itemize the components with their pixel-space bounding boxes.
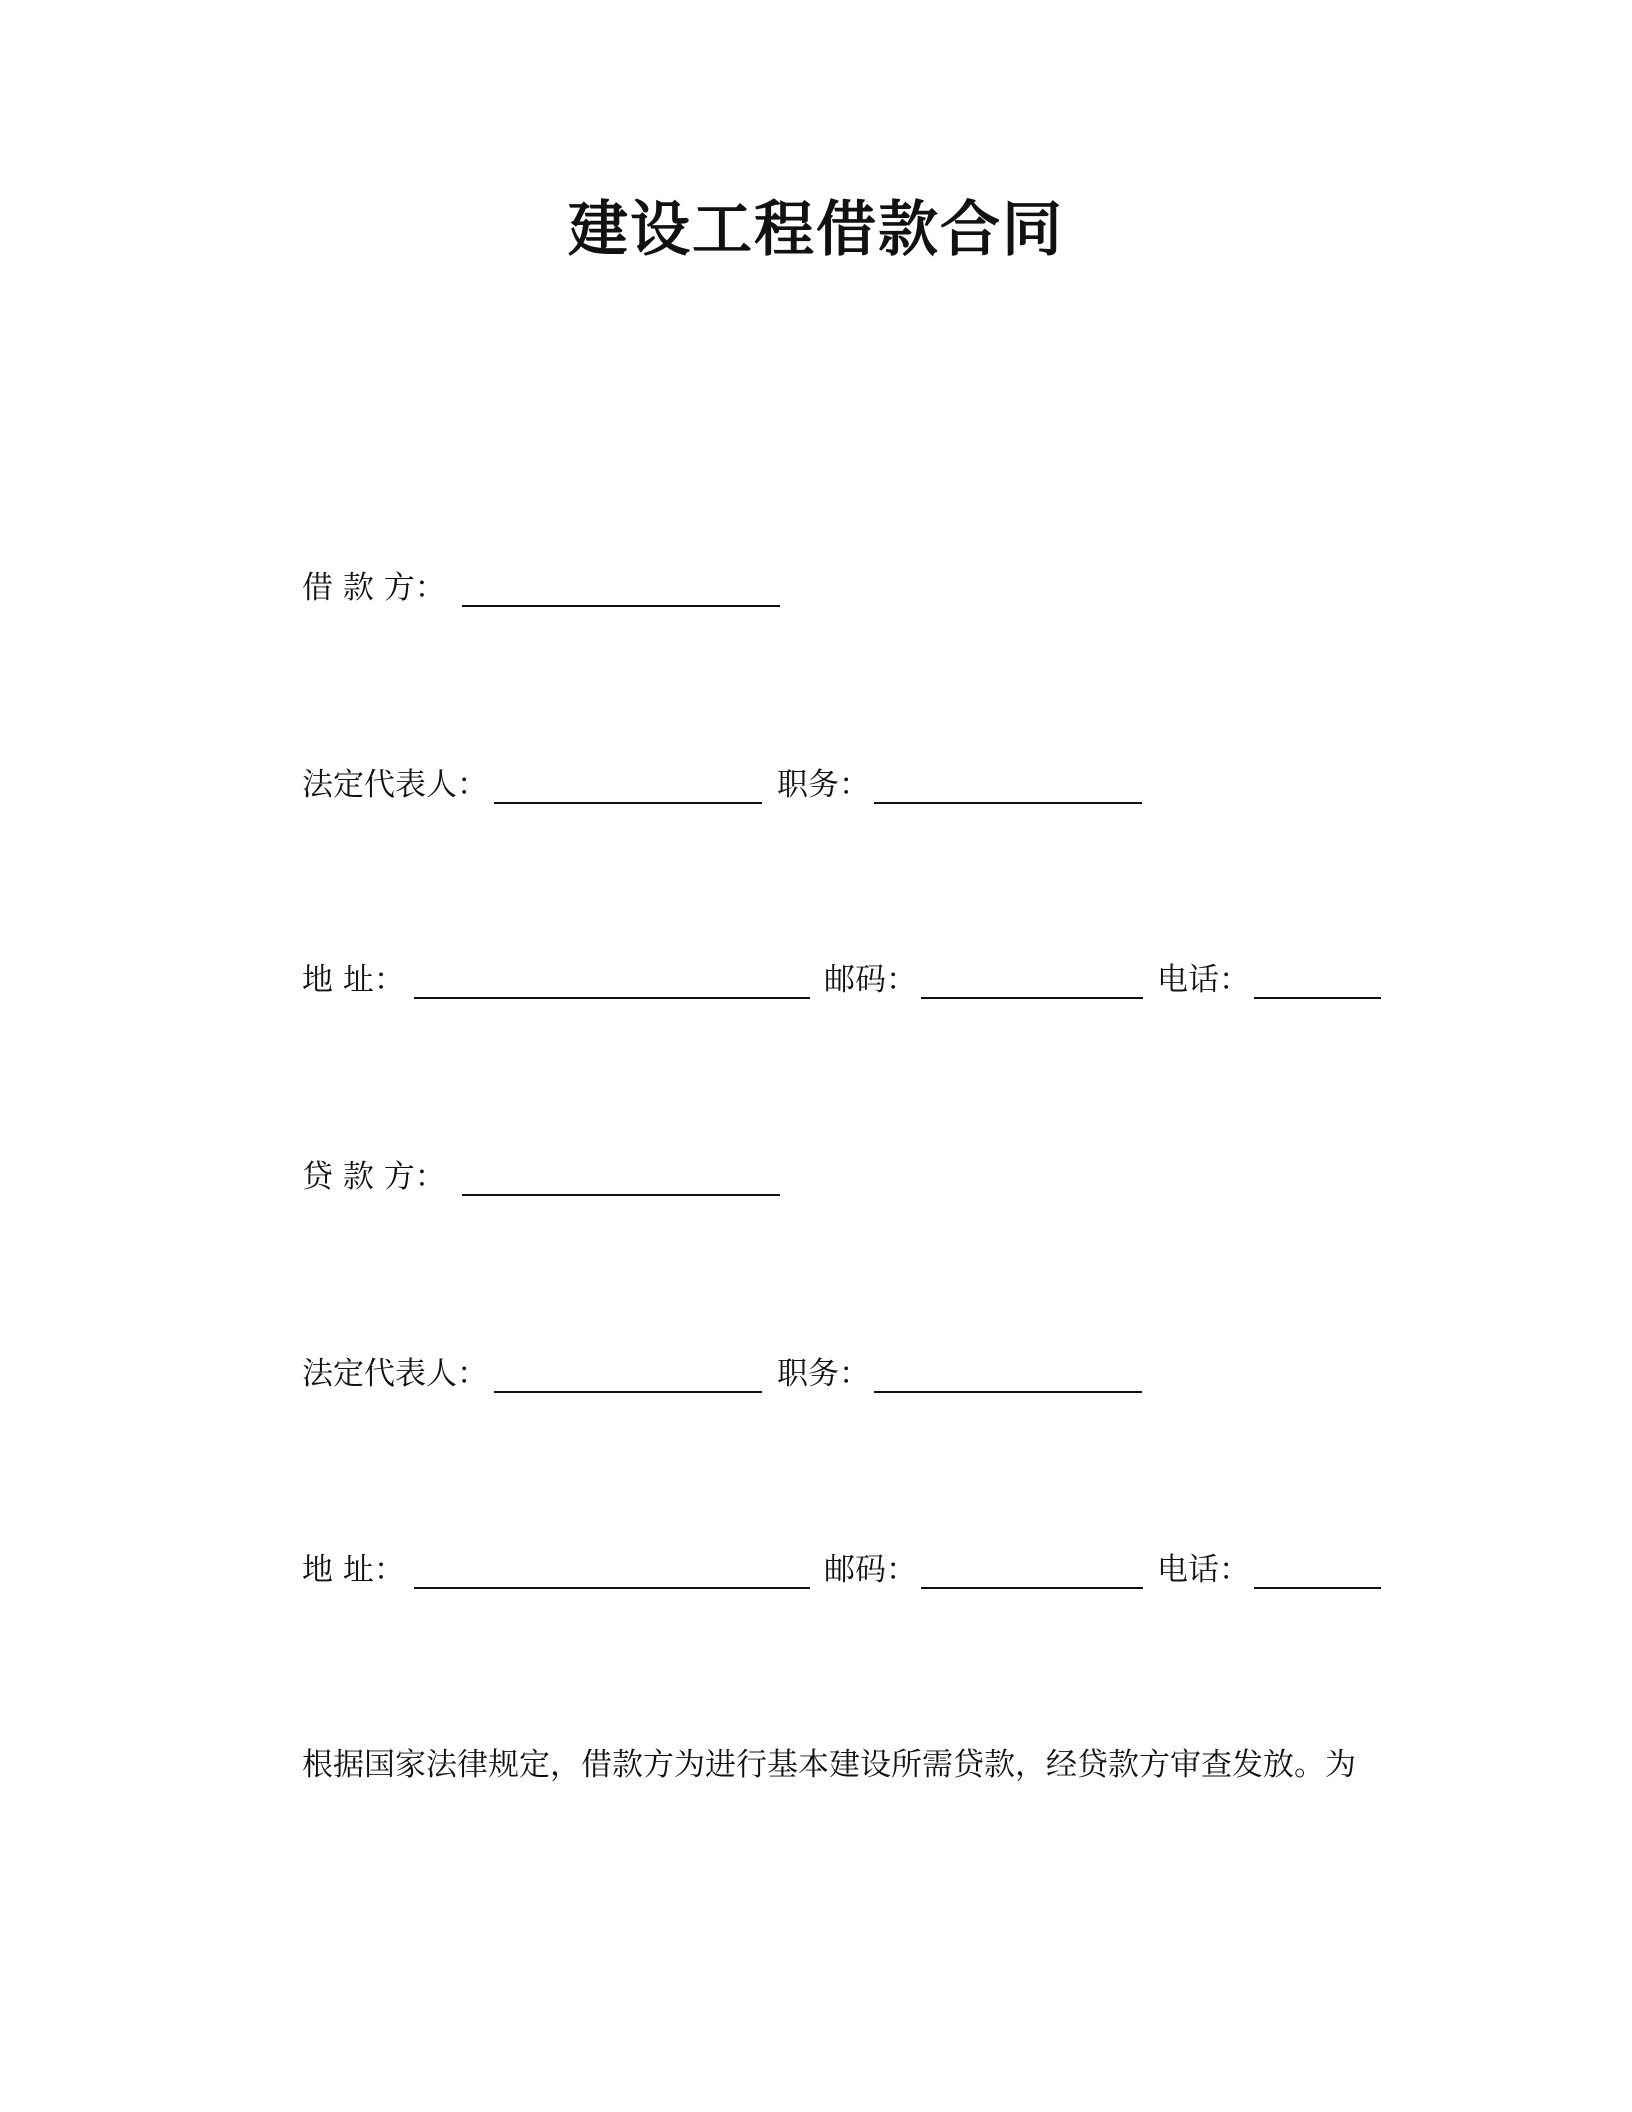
- lender-address-row: [0, 1545, 1632, 1595]
- lender-postcode-blank[interactable]: [921, 1587, 1143, 1589]
- borrower-address-row: [0, 955, 1632, 1005]
- borrower-phone-label: 电话：: [1157, 962, 1250, 998]
- borrower-name-blank[interactable]: [462, 605, 780, 607]
- borrower-postcode-blank[interactable]: [921, 997, 1143, 999]
- lender-address-label: 地 址：: [302, 1552, 405, 1588]
- borrower-rep-row: [0, 760, 1632, 810]
- lender-position-blank[interactable]: [874, 1391, 1142, 1393]
- borrower-address-label: 地 址：: [302, 962, 405, 998]
- lender-phone-blank[interactable]: [1254, 1587, 1381, 1589]
- borrower-phone-blank[interactable]: [1254, 997, 1381, 999]
- lender-rep-row: [0, 1349, 1632, 1399]
- lender-phone-label: 电话：: [1157, 1552, 1250, 1588]
- intro-paragraph: 根据国家法律规定，借款方为进行基本建设所需贷款，经贷款方审查发放。为: [302, 1747, 1356, 1783]
- document-title: 建设工程借款合同: [568, 195, 1064, 265]
- borrower-name-label: 借 款 方：: [302, 570, 446, 606]
- borrower-rep-blank[interactable]: [494, 802, 762, 804]
- borrower-postcode-label: 邮码：: [824, 962, 917, 998]
- lender-name-row: [0, 1152, 1632, 1202]
- borrower-name-row: [0, 563, 1632, 613]
- lender-name-label: 贷 款 方：: [302, 1159, 446, 1195]
- borrower-position-label: 职务：: [777, 767, 870, 803]
- borrower-position-blank[interactable]: [874, 802, 1142, 804]
- borrower-address-blank[interactable]: [414, 997, 810, 999]
- lender-rep-blank[interactable]: [494, 1391, 762, 1393]
- lender-address-blank[interactable]: [414, 1587, 810, 1589]
- borrower-rep-label: 法定代表人：: [302, 767, 488, 803]
- lender-name-blank[interactable]: [462, 1194, 780, 1196]
- lender-postcode-label: 邮码：: [824, 1552, 917, 1588]
- lender-rep-label: 法定代表人：: [302, 1356, 488, 1392]
- lender-position-label: 职务：: [777, 1356, 870, 1392]
